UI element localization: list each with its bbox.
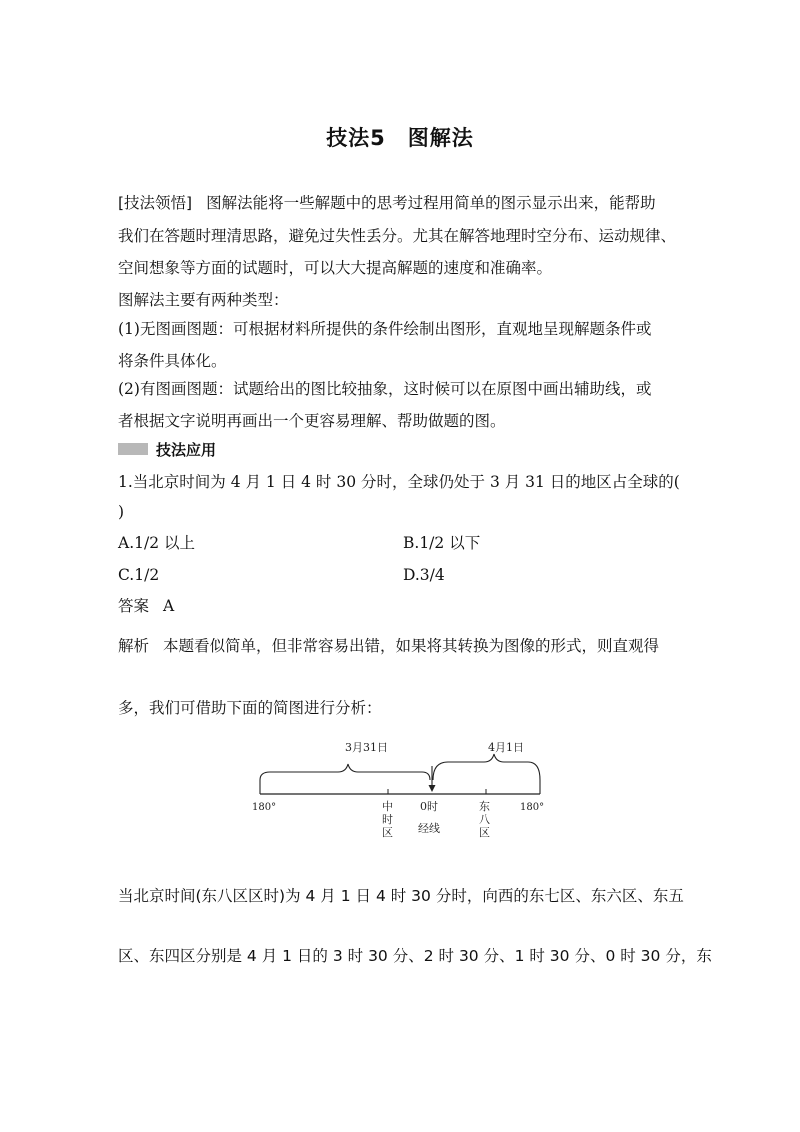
dongbaqu-char-3: 区: [479, 826, 490, 839]
left-meridian-label: 180°: [252, 802, 277, 813]
right-meridian-label: 180°: [520, 802, 545, 813]
intro-line-4: 图解法主要有两种类型：: [118, 291, 289, 309]
question-stem-2: ): [118, 503, 125, 521]
analysis-line-2: 多，我们可借助下面的简图进行分析：: [118, 699, 382, 717]
option-b: B.1/2 以下: [403, 534, 481, 552]
dongbaqu-char-1: 东: [479, 800, 490, 813]
intro-text-1: 图解法能将一些解题中的思考过程用简单的图示显示出来，能帮助: [206, 194, 656, 212]
option-c: C.1/2: [118, 566, 160, 584]
intro-line-6: 将条件具体化。: [118, 352, 227, 370]
intro-line-1: [118, 193, 656, 213]
intro-line-7: (2)有图画图题：试题给出的图比较抽象，这时候可以在原图中画出辅助线，或: [118, 380, 652, 398]
left-range-label: 3月31日: [345, 741, 388, 754]
page-title: 技法5 图解法: [326, 126, 474, 150]
intro-line-2: 我们在答题时理清思路，避免过失性丢分。尤其在解答地理时空分布、运动规律、: [118, 227, 677, 245]
answer-value: A: [163, 597, 175, 615]
zhongshiqu-char-1: 中: [382, 800, 393, 813]
arrow-head-icon: [429, 785, 436, 792]
section-heading: [118, 439, 216, 459]
option-a: A.1/2 以上: [118, 534, 195, 552]
zhongshiqu-char-2: 时: [382, 813, 393, 826]
section-marker: [118, 443, 148, 455]
intro-line-5: (1)无图画图题：可根据材料所提供的条件绘制出图形，直观地呈现解题条件或: [118, 320, 652, 338]
analysis-text-1: 本题看似简单，但非常容易出错，如果将其转换为图像的形式，则直观得: [163, 637, 660, 655]
dongbaqu-char-2: 八: [479, 813, 490, 826]
intro-line-8: 者根据文字说明再画出一个更容易理解、帮助做题的图。: [118, 412, 506, 430]
section-heading-text: 技法应用: [156, 440, 217, 459]
zero-line-label-2: 经线: [418, 822, 440, 835]
right-range-label: 4月1日: [488, 741, 524, 754]
analysis-line-1: [118, 636, 659, 656]
analysis-label: 解析: [118, 637, 150, 655]
answer-line: [118, 596, 174, 616]
intro-line-3: 空间想象等方面的试题时，可以大大提高解题的速度和准确率。: [118, 259, 553, 277]
answer-label: 答案: [118, 597, 150, 615]
option-d: D.3/4: [403, 566, 445, 584]
zero-line-label-1: 0时: [420, 800, 438, 813]
date-line-diagram: [250, 738, 560, 846]
continuation-line-1: 当北京时间(东八区区时)为 4 月 1 日 4 时 30 分时，向西的东七区、东六区、东五: [118, 887, 684, 905]
question-stem-1: 1.当北京时间为 4 月 1 日 4 时 30 分时，全球仍处于 3 月 31 日的地区占全球的(: [118, 473, 680, 491]
left-brace: [260, 764, 430, 794]
zhongshiqu-char-3: 区: [382, 826, 393, 839]
continuation-line-2: 区、东四区分别是 4 月 1 日的 3 时 30 分、2 时 30 分、1 时 30 分、0 时 30 分，东: [118, 947, 712, 965]
intro-tag: [技法领悟]: [118, 194, 193, 212]
right-brace: [433, 754, 540, 794]
